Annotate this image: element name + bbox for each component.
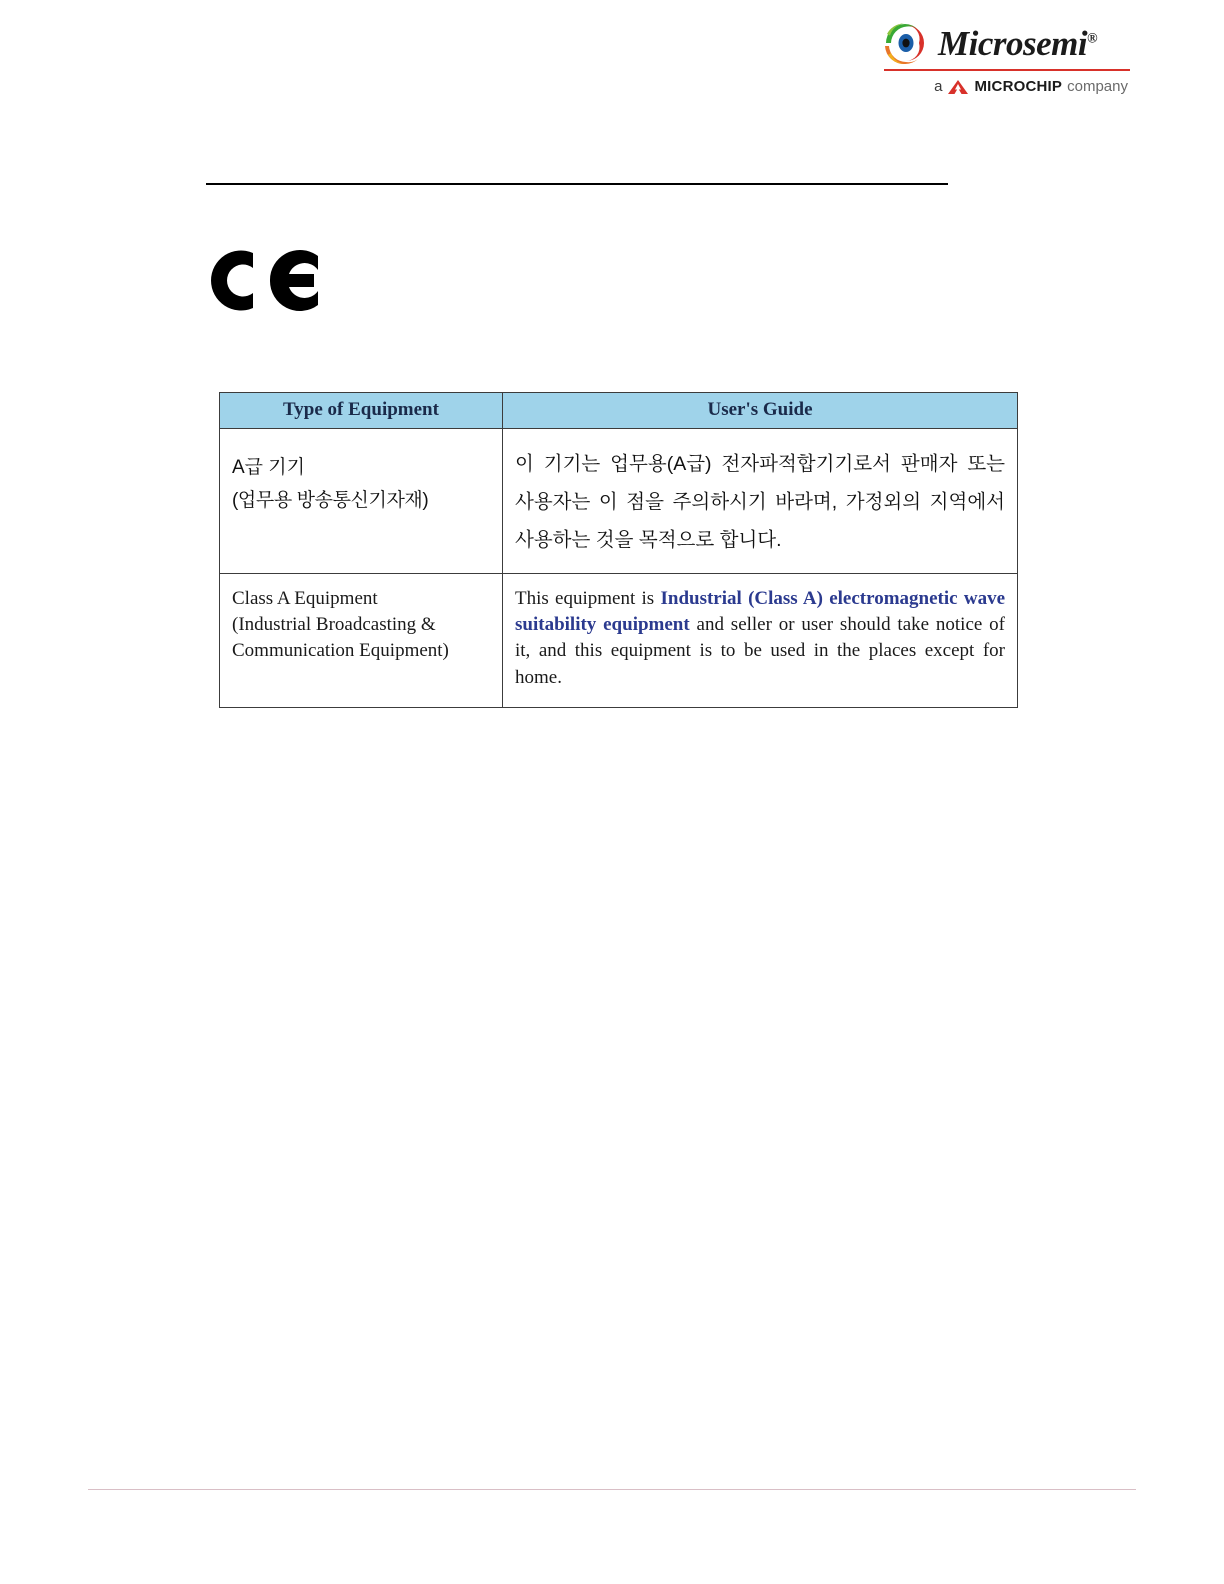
brand-name: Microsemi® (938, 23, 1098, 63)
table-row (220, 574, 1018, 708)
microchip-logo-icon (947, 79, 969, 95)
type-english-line-3: Communication Equipment) (232, 640, 449, 662)
guide-english-highlight: Industrial (Class A) electromagnetic wave suitability equipment (515, 588, 1006, 636)
brand-logo (882, 22, 1132, 95)
cell-type-english (220, 574, 503, 708)
table-row (220, 429, 1018, 574)
type-english-line-2: (Industrial Broadcasting & (232, 614, 436, 636)
table-header-row (220, 393, 1018, 429)
ce-conformity-mark-icon (210, 243, 322, 318)
header-divider (206, 183, 948, 185)
type-korean-line-1: A급 기기 (232, 457, 306, 478)
brand-logo-row (882, 22, 1132, 64)
equipment-notice-table (219, 392, 1018, 708)
type-korean-line-2: (업무용 방송통신기자재) (232, 490, 429, 512)
microsemi-swirl-icon (882, 22, 928, 64)
tagline-article: a (934, 78, 943, 95)
cell-guide-english (503, 574, 1018, 708)
cell-guide-korean: 이 기기는 업무용(A급) 전자파적합기기로서 판매자 또는 사용자는 이 점을 주의하시기 바라며, 가정외의 지역에서 사용하는 것을 목적으로 합니다. (503, 429, 1018, 574)
type-english-line-1: Class A Equipment (232, 588, 378, 610)
guide-english-prefix: This equipment is (515, 588, 661, 610)
parent-company-name: MICROCHIP (974, 78, 1063, 95)
parent-company-line (882, 78, 1128, 95)
parent-company-suffix: company (1067, 78, 1128, 95)
column-header-type-of-equipment: Type of Equipment (220, 393, 503, 429)
footer-divider (88, 1489, 1136, 1490)
guide-english-suffix: and seller or user should take notice of it, and this equipment is to be used in the places except for home. (515, 614, 1005, 688)
cell-type-korean (220, 429, 503, 574)
registered-mark: ® (1087, 30, 1098, 46)
brand-underline (884, 69, 1130, 71)
column-header-users-guide: User's Guide (503, 393, 1018, 429)
